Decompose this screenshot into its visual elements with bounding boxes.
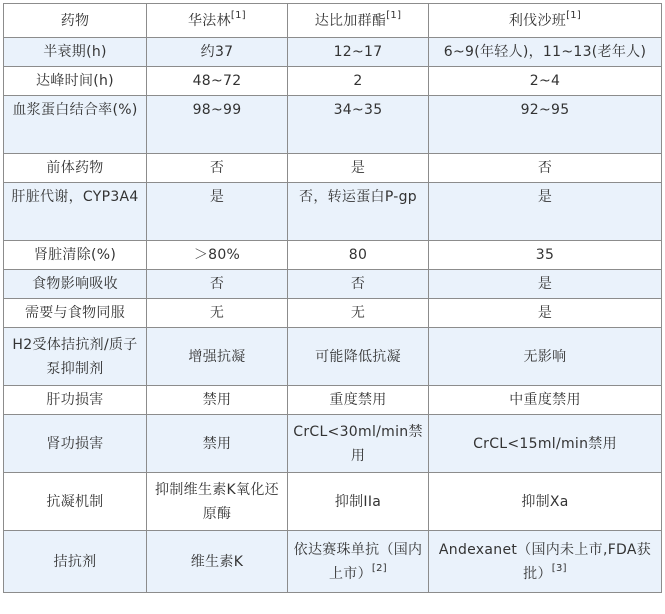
row-label: H2受体拮抗剂/质子泵抑制剂 [4, 328, 147, 386]
row-label: 肾脏清除(%) [4, 241, 147, 270]
table-cell: 48~72 [147, 67, 288, 96]
table-cell: 约37 [147, 38, 288, 67]
row-label: 血浆蛋白结合率(%) [4, 96, 147, 154]
table-row [4, 473, 662, 531]
table-cell: 中重度禁用 [429, 386, 662, 415]
reference-marker[interactable]: [1] [566, 9, 582, 21]
table-cell: 依达赛珠单抗（国内上市）[2] [288, 531, 429, 593]
table-cell: 无影响 [429, 328, 662, 386]
table-cell: 92~95 [429, 96, 662, 154]
row-label: 抗凝机制 [4, 473, 147, 531]
reference-marker[interactable]: [1] [386, 9, 402, 21]
table-cell: 是 [429, 183, 662, 241]
table-cell: CrCL<30ml/min禁用 [288, 415, 429, 473]
table-cell: 35 [429, 241, 662, 270]
table-row [4, 328, 662, 386]
table-cell: 无 [147, 299, 288, 328]
table-row [4, 96, 662, 154]
table-cell: 无 [288, 299, 429, 328]
table-cell: ＞80% [147, 241, 288, 270]
drug-comparison-table [3, 3, 662, 593]
header-cell-drug: 药物 [4, 4, 147, 38]
row-label: 半衰期(h) [4, 38, 147, 67]
table-row [4, 67, 662, 96]
table-row [4, 183, 662, 241]
table-row [4, 270, 662, 299]
table-row [4, 241, 662, 270]
row-label: 达峰时间(h) [4, 67, 147, 96]
table-cell: 增强抗凝 [147, 328, 288, 386]
table-cell: 是 [288, 154, 429, 183]
table-row [4, 299, 662, 328]
header-cell-rivaroxaban: 利伐沙班[1] [429, 4, 662, 38]
reference-marker[interactable]: [3] [551, 562, 567, 574]
reference-marker[interactable]: [1] [230, 9, 246, 21]
table-cell: CrCL<15ml/min禁用 [429, 415, 662, 473]
table-cell: 否 [147, 154, 288, 183]
table-cell: 抑制Xa [429, 473, 662, 531]
table-cell: 否 [147, 270, 288, 299]
table-cell: 抑制维生素K氧化还原酶 [147, 473, 288, 531]
table-row [4, 415, 662, 473]
table-row [4, 531, 662, 593]
table-cell: 否 [429, 154, 662, 183]
table-cell: 禁用 [147, 415, 288, 473]
table-row [4, 386, 662, 415]
table-cell: 是 [429, 299, 662, 328]
table-cell: 否，转运蛋白P-gp [288, 183, 429, 241]
row-label: 肾功损害 [4, 415, 147, 473]
row-label: 食物影响吸收 [4, 270, 147, 299]
row-label: 肝功损害 [4, 386, 147, 415]
table-cell: 可能降低抗凝 [288, 328, 429, 386]
table-cell: 否 [288, 270, 429, 299]
table-cell: 98~99 [147, 96, 288, 154]
table-row [4, 154, 662, 183]
header-cell-warfarin: 华法林[1] [147, 4, 288, 38]
row-label: 拮抗剂 [4, 531, 147, 593]
table-cell: 是 [147, 183, 288, 241]
table-cell: 80 [288, 241, 429, 270]
table-cell: 禁用 [147, 386, 288, 415]
table-cell: 6~9(年轻人)，11~13(老年人) [429, 38, 662, 67]
table-row [4, 38, 662, 67]
table-cell: Andexanet（国内未上市,FDA获批）[3] [429, 531, 662, 593]
reference-marker[interactable]: [2] [371, 562, 387, 574]
table-cell: 12~17 [288, 38, 429, 67]
table-cell: 维生素K [147, 531, 288, 593]
header-cell-dabigatran: 达比加群酯[1] [288, 4, 429, 38]
row-label: 前体药物 [4, 154, 147, 183]
table-cell: 2~4 [429, 67, 662, 96]
table-cell: 2 [288, 67, 429, 96]
table-cell: 是 [429, 270, 662, 299]
row-label: 需要与食物同服 [4, 299, 147, 328]
table-cell: 抑制IIa [288, 473, 429, 531]
table-cell: 重度禁用 [288, 386, 429, 415]
row-label: 肝脏代谢，CYP3A4 [4, 183, 147, 241]
table-header-row [4, 4, 662, 38]
table-cell: 34~35 [288, 96, 429, 154]
